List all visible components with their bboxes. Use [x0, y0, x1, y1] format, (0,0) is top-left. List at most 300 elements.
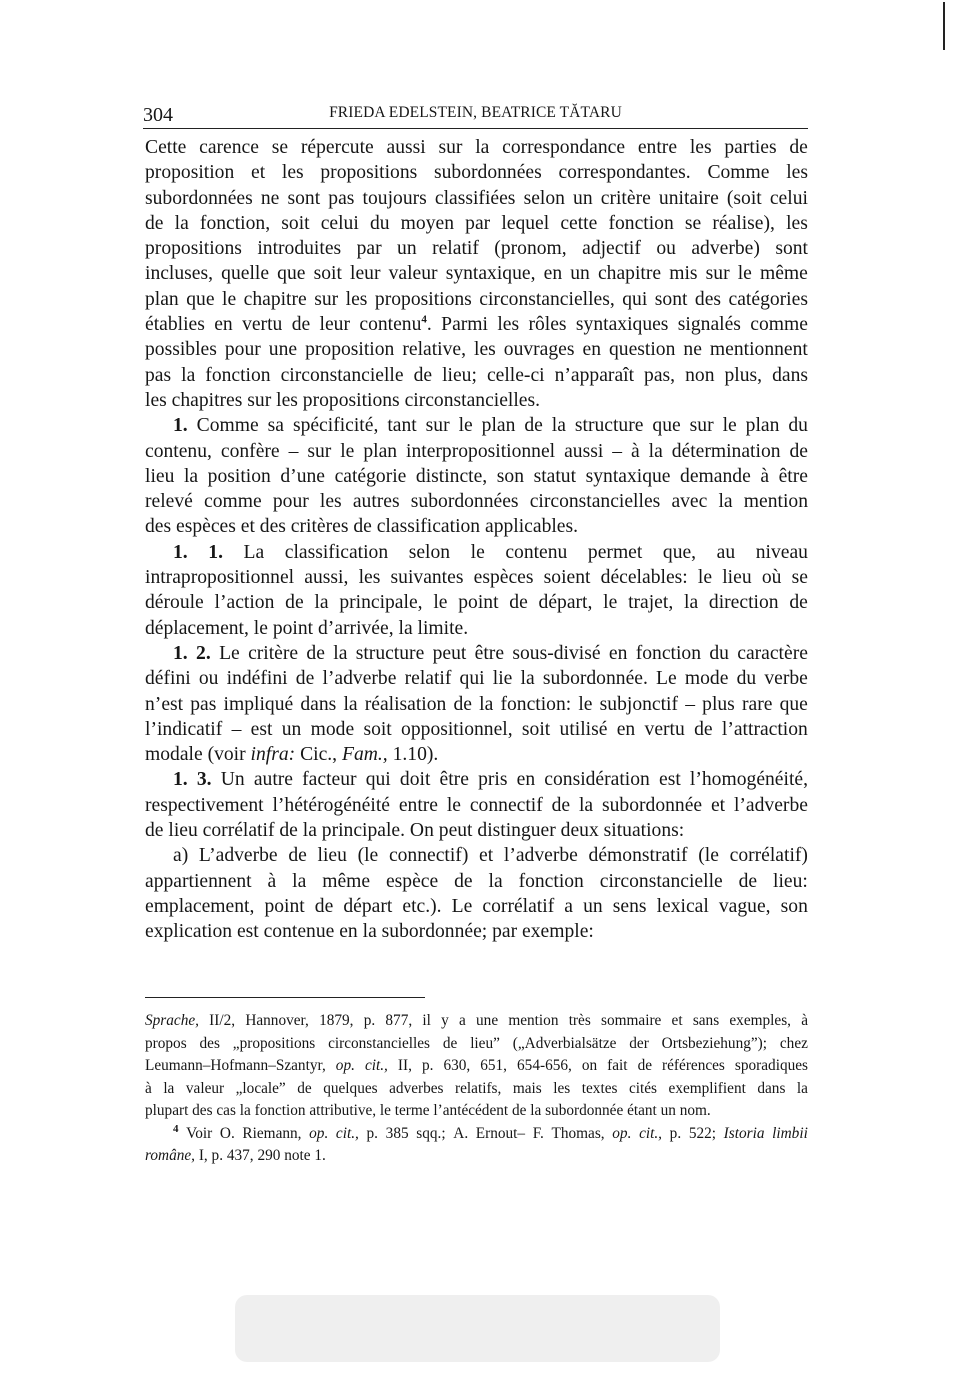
text-run: considération [544, 769, 650, 791]
text-run: op. [309, 1124, 329, 1142]
word [288, 843, 307, 868]
word [307, 439, 331, 464]
word [528, 312, 566, 337]
text-run: de [738, 870, 758, 892]
text-run: subordonnée [601, 794, 703, 816]
word [517, 1055, 572, 1078]
word [255, 1100, 306, 1123]
text-run: 522; [688, 1124, 717, 1142]
word [320, 489, 342, 514]
word [639, 1123, 662, 1146]
word [678, 312, 741, 337]
text-run: Cette [145, 137, 187, 158]
text-run: n’apparaît [554, 364, 635, 386]
word [739, 869, 758, 894]
word [690, 135, 712, 160]
word [470, 1033, 500, 1056]
word [722, 565, 751, 590]
text-run: doit [399, 769, 431, 791]
text-run: sans [692, 1012, 720, 1029]
text-run: – [231, 718, 242, 740]
text-run: 437, [226, 1147, 254, 1164]
text-run: de [145, 212, 164, 234]
text-run: n’est [145, 693, 184, 715]
text-run: incluses, [145, 263, 214, 285]
word [780, 692, 808, 717]
text-run: des [694, 288, 722, 310]
word [350, 261, 380, 286]
text-run: les [689, 137, 712, 158]
footnotes [145, 1010, 808, 1168]
text-run: plus, [724, 364, 763, 386]
word [398, 1055, 412, 1078]
word [564, 894, 573, 919]
text-run: limite. [417, 617, 469, 639]
text-run: en [543, 263, 563, 285]
word [443, 1055, 470, 1078]
text-run: du [788, 415, 808, 437]
word [690, 413, 714, 438]
text-run: peut [432, 642, 467, 664]
body-text [145, 135, 808, 945]
word [598, 261, 661, 286]
word [737, 641, 808, 666]
word [691, 236, 760, 261]
text-run: op. [335, 1057, 355, 1074]
text-run: vertu [242, 314, 283, 336]
text-run: celui [320, 212, 359, 234]
text-run: carence [199, 137, 259, 158]
word [199, 135, 259, 160]
text-run: p. [211, 1147, 224, 1164]
word [695, 287, 721, 312]
word [288, 186, 321, 211]
word [272, 793, 390, 818]
word [530, 489, 661, 514]
text-run: sont [654, 288, 688, 310]
word [242, 1123, 301, 1146]
word [186, 1078, 224, 1101]
text-run: sont [775, 238, 808, 260]
word [601, 565, 688, 590]
word [582, 1055, 597, 1078]
word [661, 1100, 676, 1123]
text-run: rôles [528, 314, 567, 336]
text-run: qui [365, 769, 391, 791]
text-run: Le [219, 642, 240, 664]
text-run: le [433, 592, 448, 614]
word [145, 1145, 195, 1168]
word [296, 666, 315, 691]
text-run: Istoria [723, 1124, 765, 1142]
text-run: lieu; [442, 364, 477, 386]
text-run: relevé [145, 491, 193, 513]
text-run: cit., [639, 1124, 663, 1142]
text-run: contenu [359, 314, 422, 336]
word [297, 1078, 311, 1101]
text-run: sur [438, 137, 463, 158]
word [544, 261, 563, 286]
word [657, 894, 709, 919]
text-run: plan [363, 440, 398, 462]
text-run: soit [281, 212, 310, 234]
word [475, 641, 504, 666]
word [240, 1100, 251, 1123]
text-run: 1. [173, 541, 188, 563]
text-run: catégorie [334, 465, 407, 487]
word [393, 742, 439, 767]
body-line [145, 894, 808, 919]
word [432, 236, 479, 261]
text-run: la [398, 617, 413, 639]
word [685, 692, 695, 717]
word [322, 818, 405, 843]
text-run: statut [533, 465, 577, 487]
word [600, 692, 678, 717]
word [553, 1078, 570, 1101]
text-run: confère [220, 440, 280, 462]
text-run: correspondance [502, 137, 626, 158]
text-run: lieu [168, 820, 198, 842]
text-run: les [145, 389, 167, 411]
text-run: la [648, 440, 663, 462]
text-run: comme [204, 491, 262, 513]
word [251, 742, 296, 767]
word [260, 514, 286, 539]
word [638, 135, 677, 160]
word [190, 692, 216, 717]
text-run: du [736, 668, 757, 690]
page-number: 304 [143, 104, 173, 126]
word [301, 135, 374, 160]
text-run: l’attraction [721, 718, 808, 740]
text-run: Thomas, [551, 1124, 605, 1142]
text-run: propositions [302, 389, 400, 411]
word [622, 287, 647, 312]
word [719, 894, 771, 919]
text-run: dans [757, 1079, 786, 1097]
word [586, 464, 671, 489]
word [442, 363, 477, 388]
text-run: l’adverbe [733, 794, 808, 816]
text-run: I, [198, 1147, 208, 1164]
text-run: ne [260, 187, 280, 209]
text-run: la [181, 364, 196, 386]
word [328, 1033, 430, 1056]
text-run: chez [779, 1034, 808, 1052]
text-run: critères [290, 516, 349, 538]
text-run: vague, [718, 895, 771, 917]
body-line [145, 261, 808, 286]
body-line [145, 641, 808, 666]
word [186, 1123, 212, 1146]
text-run: 3. [196, 769, 212, 791]
word [455, 1078, 501, 1101]
word [612, 1123, 631, 1146]
word [303, 818, 317, 843]
word [214, 312, 233, 337]
word [570, 261, 590, 286]
body-line [145, 767, 808, 792]
text-run: Hannover, [245, 1012, 309, 1029]
word [730, 843, 808, 868]
word [221, 261, 269, 286]
text-run: la [479, 693, 494, 715]
text-run: son [780, 895, 808, 917]
word [505, 540, 567, 565]
text-run: relatif [404, 668, 452, 690]
text-run: et [671, 1012, 683, 1029]
text-run: 877, [385, 1012, 413, 1029]
text-run: „propositions [232, 1034, 316, 1052]
word [145, 261, 213, 286]
word [656, 236, 676, 261]
text-run: contenu [505, 541, 568, 563]
word [321, 211, 359, 236]
word [656, 666, 677, 691]
word [750, 312, 808, 337]
text-run: II/2, [209, 1012, 236, 1029]
word [401, 717, 513, 742]
word [690, 767, 808, 792]
text-run: non [685, 364, 715, 386]
word [709, 641, 729, 666]
text-run: subordonnée. [542, 668, 648, 690]
text-run: sur [705, 263, 730, 285]
text-run: plupart [145, 1102, 189, 1119]
text-run: selon [523, 187, 565, 209]
text-run: cette [560, 212, 598, 234]
text-run: explication [145, 921, 233, 943]
text-run: à [760, 465, 770, 487]
word [276, 388, 298, 413]
word [416, 464, 487, 489]
word [200, 211, 270, 236]
word [603, 590, 617, 615]
word [522, 717, 550, 742]
word [314, 1145, 325, 1168]
word [717, 540, 736, 565]
text-run: la [796, 1079, 808, 1097]
word [145, 1010, 199, 1033]
text-run: der [629, 1034, 649, 1052]
text-run: en [616, 718, 636, 740]
word [792, 565, 808, 590]
text-run: mention [743, 491, 808, 513]
text-run: syntaxiques [575, 314, 669, 336]
text-run: la [530, 1102, 542, 1119]
word [292, 312, 311, 337]
text-run: autres [352, 491, 400, 513]
text-run: lieu [317, 845, 347, 867]
text-run: le [737, 263, 752, 285]
word [363, 919, 377, 944]
text-run: des [145, 516, 172, 538]
footnote-marker: 4 [421, 313, 427, 326]
text-run: l’adverbe [503, 845, 578, 867]
word [145, 692, 183, 717]
text-run: circonstancielle [599, 870, 723, 892]
text-run: a) [173, 845, 189, 867]
text-run: de [285, 592, 304, 614]
text-run: moyen [400, 212, 454, 234]
word [578, 692, 592, 717]
text-run: dans [772, 364, 808, 386]
word [670, 1123, 681, 1146]
text-run: II, [397, 1057, 412, 1074]
word [790, 439, 809, 464]
text-run: permet [587, 541, 643, 563]
word [458, 590, 498, 615]
word [474, 337, 496, 362]
word [501, 211, 549, 236]
word [440, 767, 469, 792]
word [447, 793, 461, 818]
text-run: et [251, 162, 266, 184]
word [323, 1078, 377, 1101]
text-run: 1. [173, 769, 188, 791]
text-run: O. [219, 1124, 235, 1142]
word [680, 464, 751, 489]
text-run: mentionnent [709, 339, 808, 361]
text-run: Parmi [441, 314, 488, 336]
text-run: subjonctif [599, 693, 679, 715]
body-line [145, 211, 808, 236]
body-line [145, 540, 808, 565]
text-run: la [302, 820, 317, 842]
text-run: 1.10). [392, 744, 439, 766]
word [279, 818, 298, 843]
text-run: la [239, 1102, 251, 1119]
word [600, 869, 723, 894]
blank-overlay-box [235, 1295, 720, 1362]
text-run: de [295, 668, 315, 690]
word [756, 540, 808, 565]
text-run: sur [247, 389, 272, 411]
word [479, 843, 493, 868]
word [560, 211, 597, 236]
word [145, 464, 174, 489]
text-run: en [214, 314, 233, 336]
word [459, 413, 473, 438]
text-run: emplacement, [145, 895, 255, 917]
word [370, 211, 390, 236]
word [441, 1010, 449, 1033]
word [389, 261, 438, 286]
text-run: sur [314, 288, 339, 310]
text-run: 630, [443, 1057, 471, 1074]
text-run: modale [145, 744, 203, 766]
text-run: espèces [473, 567, 534, 589]
word [314, 261, 342, 286]
word [219, 641, 240, 666]
text-run: réalise), [712, 212, 775, 234]
text-run: sens [612, 895, 647, 917]
text-run: pas [190, 693, 217, 715]
text-run: On [409, 820, 434, 842]
text-run: par [465, 212, 491, 234]
text-run: le [603, 592, 618, 614]
text-run: de [511, 1102, 527, 1119]
word [476, 1123, 525, 1146]
word [212, 1145, 223, 1168]
text-run: l’homogénéité, [689, 769, 808, 791]
text-run: qui [459, 668, 485, 690]
word [328, 186, 354, 211]
text-run: toujours [362, 187, 427, 209]
word [318, 616, 394, 641]
text-run: Comme [707, 162, 770, 184]
word [145, 869, 252, 894]
text-run: indéfini [226, 668, 288, 690]
word [273, 489, 309, 514]
text-run: détermination [671, 440, 781, 462]
text-run: exemples, [729, 1012, 791, 1029]
text-run: (voir [207, 744, 246, 766]
word [729, 1010, 791, 1033]
word [336, 1123, 359, 1146]
text-run: relatifs, [455, 1079, 502, 1097]
word [504, 337, 575, 362]
word [145, 818, 164, 843]
word [145, 1100, 188, 1123]
word [291, 514, 349, 539]
text-run: circonstancielles, [479, 288, 615, 310]
text-run: 654-656, [517, 1057, 572, 1074]
text-run: un [281, 718, 302, 740]
word [645, 717, 685, 742]
body-line [145, 489, 808, 514]
word [257, 236, 341, 261]
word [236, 1078, 286, 1101]
word [145, 742, 203, 767]
footnote-line [145, 1100, 808, 1123]
text-run: subordonnée; [381, 921, 488, 943]
text-run: cités [628, 1079, 658, 1097]
text-run: circonstancielles. [404, 389, 541, 411]
text-run: respectivement [145, 794, 264, 816]
body-line [145, 818, 808, 843]
word [221, 439, 280, 464]
word [685, 666, 729, 691]
text-run: la [362, 921, 377, 943]
word [285, 540, 388, 565]
word [477, 818, 555, 843]
word [770, 186, 808, 211]
text-run: nom. [679, 1102, 711, 1119]
word [397, 236, 417, 261]
text-run: son [496, 465, 525, 487]
word [145, 590, 204, 615]
text-run: il [422, 1012, 431, 1029]
body-line [145, 388, 808, 413]
text-run: que [779, 693, 808, 715]
text-run: la [578, 794, 594, 816]
text-run: valeur [185, 1079, 225, 1097]
word [400, 767, 430, 792]
text-run: de [145, 820, 164, 842]
text-run: réalisation [364, 693, 447, 715]
word [725, 363, 763, 388]
text-run: d’arrivée, [318, 617, 394, 639]
word [405, 388, 540, 413]
text-run: que, [662, 541, 697, 563]
body-line [145, 590, 808, 615]
word [145, 287, 179, 312]
word [353, 489, 400, 514]
word [145, 717, 222, 742]
text-run: (pronom, [494, 238, 567, 260]
